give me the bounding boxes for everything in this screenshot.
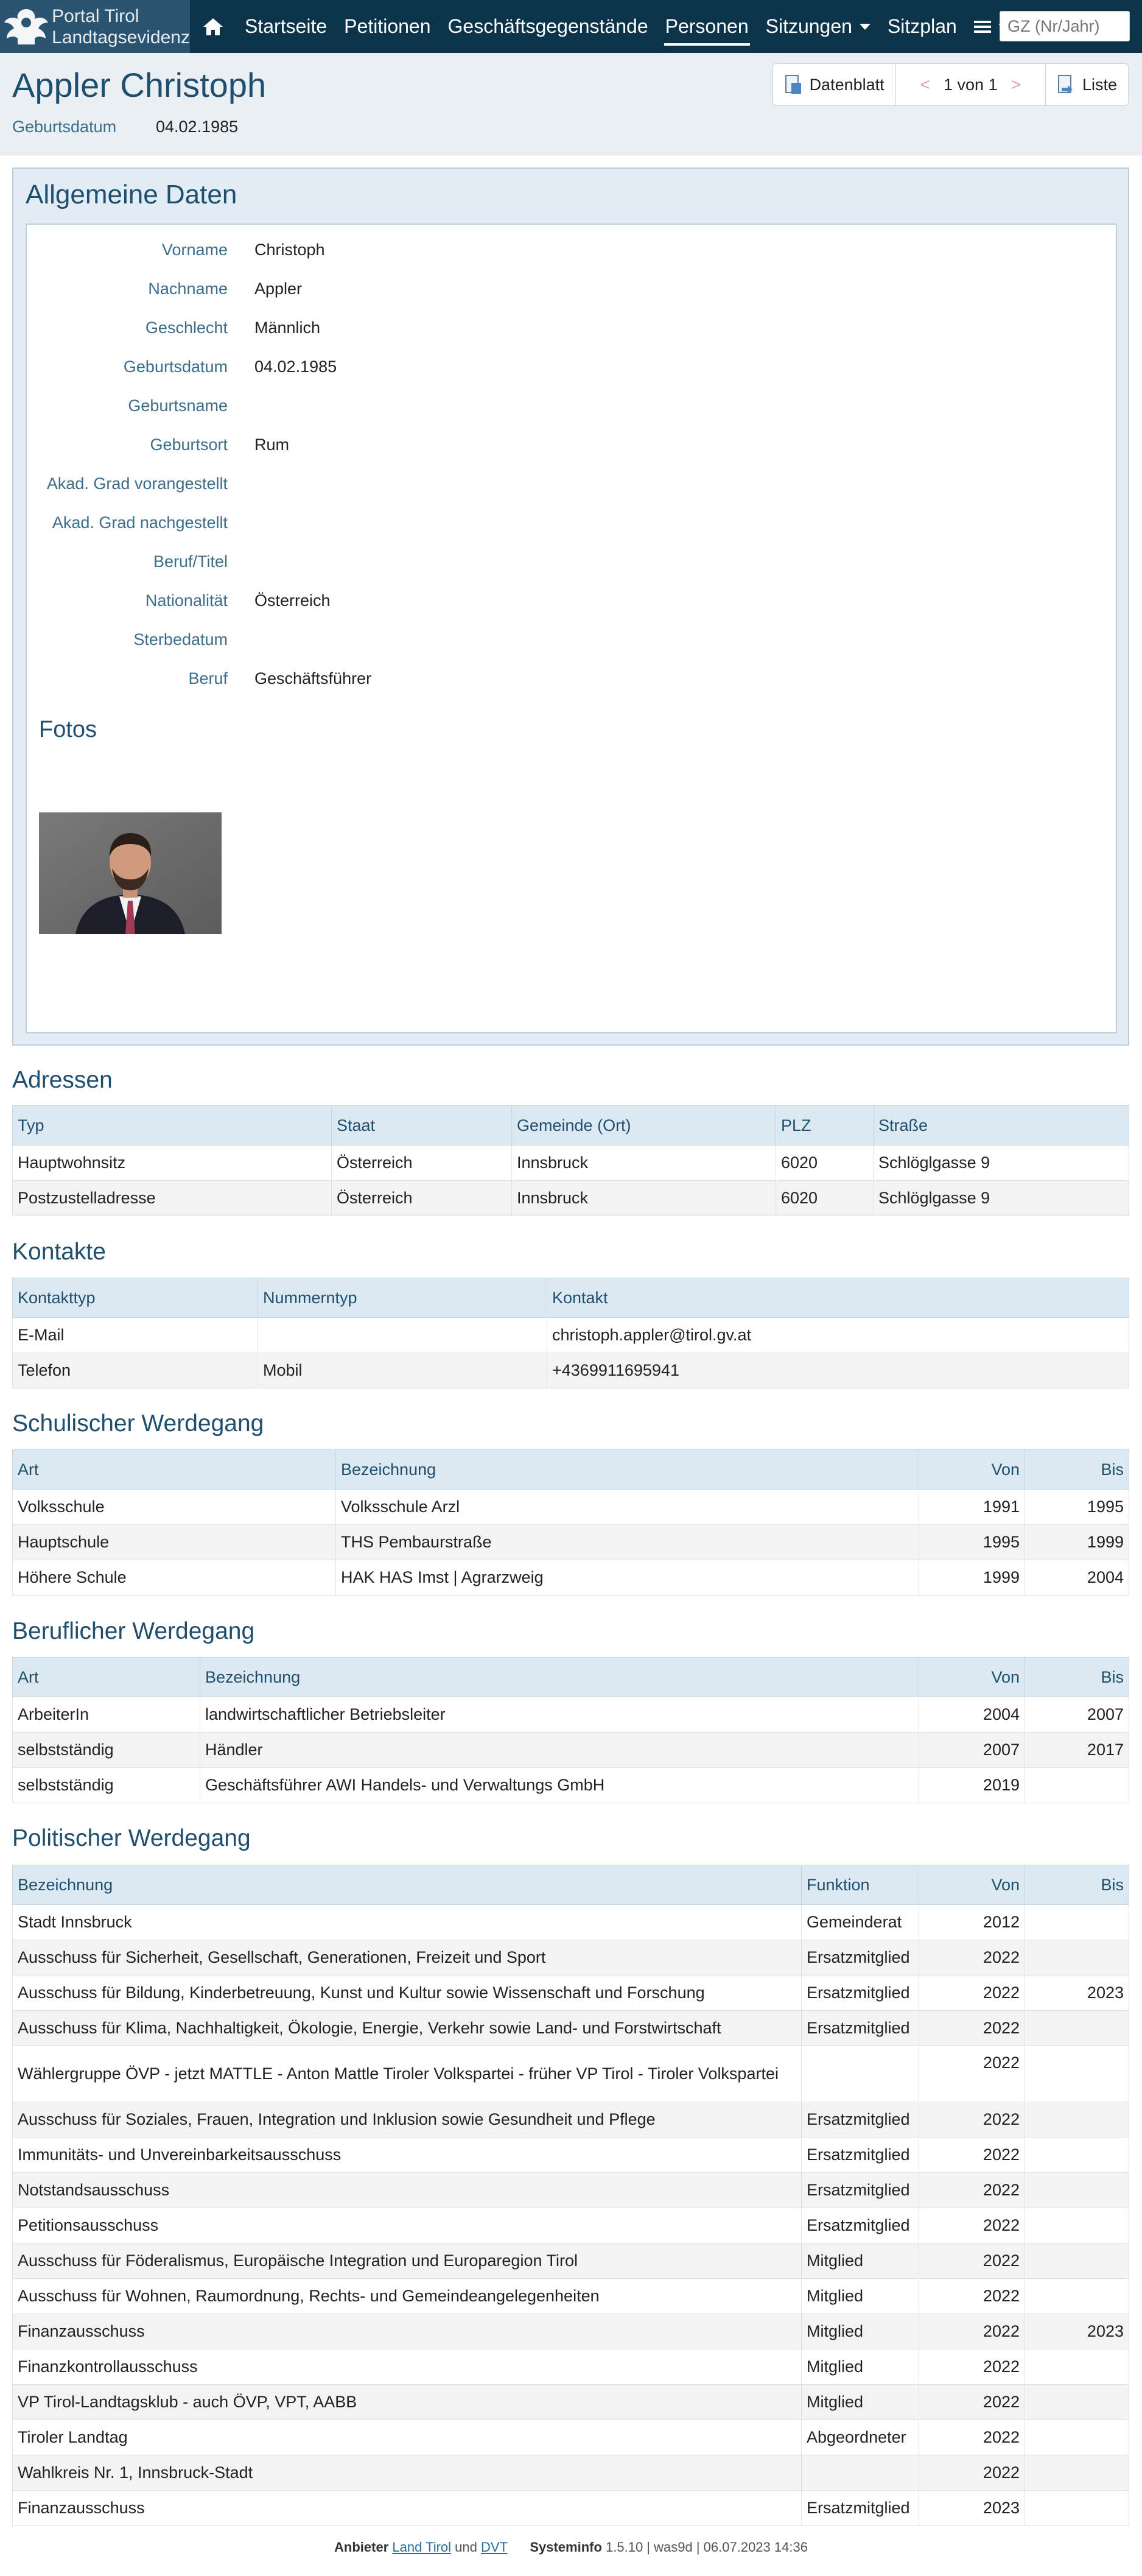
table-cell: Notstandsausschuss — [13, 2173, 802, 2208]
table-cell: Petitionsausschuss — [13, 2208, 802, 2243]
field-label: Geburtsort — [150, 435, 228, 454]
column-header[interactable]: Kontakt — [547, 1278, 1129, 1318]
field-label: Nationalität — [145, 591, 228, 610]
table-row — [13, 1905, 1129, 1940]
table-cell: Hauptwohnsitz — [13, 1145, 332, 1181]
table-row — [13, 1560, 1129, 1596]
table-row — [13, 1525, 1129, 1560]
table-row — [13, 1768, 1129, 1803]
datasheet-label: Datenblatt — [809, 75, 885, 94]
field-nachname — [27, 280, 1062, 304]
table-cell: Finanzausschuss — [13, 2491, 802, 2526]
table-cell: 2022 — [919, 2046, 1025, 2102]
table-cell: Ausschuss für Sicherheit, Gesellschaft, Generationen, Freizeit und Sport — [13, 1940, 802, 1976]
table-cell — [1025, 1905, 1129, 1940]
dob-value: 04.02.1985 — [156, 118, 239, 136]
field-beruf — [27, 669, 1062, 694]
allgemeine-daten-title: Allgemeine Daten — [26, 180, 237, 209]
datasheet-icon — [784, 74, 802, 95]
table-cell: Ausschuss für Soziales, Frauen, Integration und Inklusion sowie Gesundheit und Pflege — [13, 2102, 802, 2138]
column-header[interactable]: Funktion — [802, 1865, 919, 1905]
table-cell: 2004 — [919, 1697, 1025, 1733]
table-cell: Mitglied — [802, 2385, 919, 2420]
schule-title: Schulischer Werdegang — [12, 1410, 264, 1437]
kontakte-title: Kontakte — [12, 1239, 106, 1265]
table-cell: Wählergruppe ÖVP - jetzt MATTLE - Anton Mattle Tiroler Volkspartei - früher VP Tirol - Tiroler Volkspartei — [13, 2046, 802, 2102]
table-cell: 2022 — [919, 2349, 1025, 2385]
table-cell — [802, 2455, 919, 2491]
table-cell — [1025, 2102, 1129, 2138]
nav-sitzungen-label: Sitzungen — [765, 15, 852, 37]
next-arrow-icon[interactable]: > — [1011, 75, 1021, 94]
table-cell: Österreich — [332, 1145, 512, 1181]
column-header[interactable]: Staat — [332, 1106, 512, 1145]
table-cell: Geschäftsführer AWI Handels- und Verwaltungs GmbH — [200, 1768, 919, 1803]
table-row — [13, 2208, 1129, 2243]
table-cell: Ersatzmitglied — [802, 2491, 919, 2526]
table-cell: Hauptschule — [13, 1525, 336, 1560]
pager-label: 1 von 1 — [944, 75, 998, 94]
table-cell: 6020 — [776, 1181, 874, 1216]
table-cell: Mitglied — [802, 2349, 919, 2385]
table-cell: 2022 — [919, 2102, 1025, 2138]
table-cell: ArbeiterIn — [13, 1697, 200, 1733]
table-row — [13, 2243, 1129, 2279]
table-header-row — [13, 1106, 1129, 1145]
table-cell: 2023 — [919, 2491, 1025, 2526]
table-row — [13, 1697, 1129, 1733]
field-label: Beruf — [188, 669, 228, 688]
footer-systeminfo-label: Systeminfo — [530, 2539, 602, 2555]
table-cell — [1025, 1940, 1129, 1976]
column-header[interactable]: Gemeinde (Ort) — [512, 1106, 776, 1145]
table-cell: 2007 — [919, 1733, 1025, 1768]
column-header[interactable]: Kontakttyp — [13, 1278, 258, 1318]
column-header[interactable]: Art — [13, 1450, 336, 1490]
table-cell: 2022 — [919, 2138, 1025, 2173]
field-label: Nachname — [148, 280, 228, 298]
table-row — [13, 2011, 1129, 2046]
datasheet-button[interactable] — [773, 64, 895, 105]
column-header[interactable]: Von — [919, 1865, 1025, 1905]
schule-table — [12, 1449, 1129, 1596]
table-row — [13, 2138, 1129, 2173]
column-header[interactable]: Bis — [1025, 1658, 1129, 1697]
table-row — [13, 2173, 1129, 2208]
footer-und: und — [455, 2539, 477, 2555]
table-cell: landwirtschaftlicher Betriebsleiter — [200, 1697, 919, 1733]
table-row — [13, 2046, 1129, 2102]
politik-title: Politischer Werdegang — [12, 1825, 251, 1851]
prev-arrow-icon[interactable]: < — [920, 75, 931, 94]
table-header-row — [13, 1278, 1129, 1318]
table-cell: 2022 — [919, 2385, 1025, 2420]
field-value: Österreich — [254, 591, 331, 610]
page-footer — [0, 2539, 1142, 2555]
list-button[interactable] — [1045, 64, 1128, 105]
footer-link-land-tirol[interactable]: Land Tirol — [392, 2539, 452, 2555]
table-row — [13, 2349, 1129, 2385]
politik-table — [12, 1865, 1129, 2526]
field-label: Geburtsdatum — [123, 357, 228, 376]
table-cell: 2012 — [919, 1905, 1025, 1940]
table-cell: Ersatzmitglied — [802, 1976, 919, 2011]
table-cell: 2023 — [1025, 1976, 1129, 2011]
table-cell: Händler — [200, 1733, 919, 1768]
field-nationalitaet — [27, 591, 1062, 616]
field-beruf-titel — [27, 552, 1062, 577]
table-cell: 2022 — [919, 2314, 1025, 2349]
table-cell — [1025, 2138, 1129, 2173]
table-cell: VP Tirol-Landtagsklub - auch ÖVP, VPT, AABB — [13, 2385, 802, 2420]
table-cell: Ersatzmitglied — [802, 2011, 919, 2046]
column-header[interactable]: Straße — [874, 1106, 1129, 1145]
table-cell: 2019 — [919, 1768, 1025, 1803]
brand[interactable] — [0, 0, 190, 53]
header-toolbar — [772, 63, 1129, 106]
table-cell: Ersatzmitglied — [802, 2173, 919, 2208]
page-title: Appler Christoph — [12, 66, 267, 104]
table-row — [13, 1733, 1129, 1768]
table-row — [13, 1145, 1129, 1181]
beruf-title: Beruflicher Werdegang — [12, 1618, 255, 1644]
field-akad-grad-nachgestellt — [27, 513, 1062, 538]
table-row — [13, 1353, 1129, 1388]
table-cell: Telefon — [13, 1353, 258, 1388]
table-cell — [1025, 2455, 1129, 2491]
table-cell: 1995 — [1025, 1490, 1129, 1525]
list-icon — [1057, 74, 1075, 95]
table-cell: Mitglied — [802, 2314, 919, 2349]
table-cell — [1025, 2243, 1129, 2279]
field-geburtsort — [27, 435, 1062, 460]
table-cell: selbstständig — [13, 1733, 200, 1768]
table-cell: Abgeordneter — [802, 2420, 919, 2455]
table-cell — [1025, 2046, 1129, 2102]
table-cell: Immunitäts- und Unvereinbarkeitsausschuss — [13, 2138, 802, 2173]
table-row — [13, 2102, 1129, 2138]
table-cell: selbstständig — [13, 1768, 200, 1803]
table-cell — [1025, 2349, 1129, 2385]
field-value: Christoph — [254, 241, 325, 259]
table-cell: 2004 — [1025, 1560, 1129, 1596]
column-header[interactable]: Bis — [1025, 1865, 1129, 1905]
field-value: Appler — [254, 280, 303, 298]
kontakte-table — [12, 1278, 1129, 1388]
footer-anbieter-label: Anbieter — [334, 2539, 389, 2555]
adressen-title: Adressen — [12, 1067, 113, 1093]
table-row — [13, 1490, 1129, 1525]
table-cell — [1025, 2208, 1129, 2243]
nav-sitzungen-dropdown[interactable] — [757, 0, 879, 53]
table-cell — [1025, 2491, 1129, 2526]
table-row — [13, 2455, 1129, 2491]
field-value: Rum — [254, 435, 290, 454]
table-header-row — [13, 1658, 1129, 1697]
column-header[interactable]: Von — [919, 1450, 1025, 1490]
person-photo[interactable] — [39, 812, 222, 934]
top-navbar — [0, 0, 1142, 53]
table-cell — [1025, 2420, 1129, 2455]
table-row — [13, 2314, 1129, 2349]
column-header[interactable]: PLZ — [776, 1106, 874, 1145]
table-cell: 2017 — [1025, 1733, 1129, 1768]
allgemeine-daten-panel — [12, 167, 1129, 1046]
nav-personen[interactable]: Personen — [657, 0, 757, 53]
table-cell: Österreich — [332, 1181, 512, 1216]
table-cell: 1995 — [919, 1525, 1025, 1560]
table-row — [13, 2385, 1129, 2420]
list-label: Liste — [1082, 75, 1117, 94]
table-cell: Ersatzmitglied — [802, 2138, 919, 2173]
table-cell: 2022 — [919, 2279, 1025, 2314]
gz-search-input[interactable] — [1000, 11, 1130, 41]
table-cell: Ausschuss für Klima, Nachhaltigkeit, Ökologie, Energie, Verkehr sowie Land- und Forstwirtschaft — [13, 2011, 802, 2046]
table-cell: Wahlkreis Nr. 1, Innsbruck-Stadt — [13, 2455, 802, 2491]
table-cell — [802, 2046, 919, 2102]
table-cell — [1025, 2173, 1129, 2208]
field-geburtsname — [27, 396, 1062, 421]
nav-geschaeftsgegenstaende[interactable]: Geschäftsgegenstände — [447, 15, 648, 37]
table-cell: Schlöglgasse 9 — [874, 1181, 1129, 1216]
hamburger-menu-icon — [974, 19, 991, 34]
table-cell — [258, 1318, 547, 1353]
nav-sitzplan[interactable]: Sitzplan — [887, 15, 957, 37]
field-label: Beruf/Titel — [153, 552, 228, 571]
table-cell: Mobil — [258, 1353, 547, 1388]
beruf-table — [12, 1657, 1129, 1803]
field-label: Akad. Grad vorangestellt — [46, 474, 228, 493]
table-cell — [1025, 2011, 1129, 2046]
table-cell: 2022 — [919, 2011, 1025, 2046]
column-header[interactable]: Nummerntyp — [258, 1278, 547, 1318]
field-label: Vorname — [161, 241, 228, 259]
chevron-down-icon — [860, 24, 871, 30]
table-cell: HAK HAS Imst | Agrarzweig — [336, 1560, 919, 1596]
table-header-row — [13, 1865, 1129, 1905]
brand-title: Portal Tirol — [52, 5, 139, 26]
home-icon[interactable] — [190, 0, 236, 53]
table-cell: Schlöglgasse 9 — [874, 1145, 1129, 1181]
table-cell: 1999 — [919, 1560, 1025, 1596]
phone-value[interactable]: +4369911695941 — [547, 1353, 1129, 1388]
table-cell: 2022 — [919, 2455, 1025, 2491]
table-cell — [1025, 1768, 1129, 1803]
table-cell: Tiroler Landtag — [13, 2420, 802, 2455]
table-cell: Ersatzmitglied — [802, 2208, 919, 2243]
table-cell — [1025, 2385, 1129, 2420]
table-cell: E-Mail — [13, 1318, 258, 1353]
footer-systeminfo-value: 1.5.10 | was9d | 06.07.2023 14:36 — [606, 2539, 808, 2555]
table-cell: 2007 — [1025, 1697, 1129, 1733]
dob-label: Geburtsdatum — [12, 118, 117, 136]
table-cell: Stadt Innsbruck — [13, 1905, 802, 1940]
table-cell: Volksschule Arzl — [336, 1490, 919, 1525]
table-cell: Ausschuss für Föderalismus, Europäische Integration und Europaregion Tirol — [13, 2243, 802, 2279]
fotos-title: Fotos — [39, 717, 97, 742]
table-cell: Finanzausschuss — [13, 2314, 802, 2349]
field-vorname — [27, 241, 1062, 265]
table-cell: Ersatzmitglied — [802, 1940, 919, 1976]
column-header[interactable]: Bezeichnung — [336, 1450, 919, 1490]
nav-startseite[interactable]: Startseite — [245, 15, 328, 37]
table-cell: Innsbruck — [512, 1145, 776, 1181]
table-cell: 2022 — [919, 2243, 1025, 2279]
field-geburtsdatum — [27, 357, 1062, 382]
adressen-table — [12, 1105, 1129, 1216]
table-cell: Finanzkontrollausschuss — [13, 2349, 802, 2385]
table-cell: Ausschuss für Bildung, Kinderbetreuung, Kunst und Kultur sowie Wissenschaft und Forschung — [13, 1976, 802, 2011]
table-cell: Gemeinderat — [802, 1905, 919, 1940]
table-cell: Innsbruck — [512, 1181, 776, 1216]
brand-subtitle: Landtagsevidenz — [52, 27, 190, 48]
table-row — [13, 1318, 1129, 1353]
field-value: 04.02.1985 — [254, 357, 337, 376]
column-header[interactable]: Bis — [1025, 1450, 1129, 1490]
page-header — [0, 53, 1142, 155]
table-cell: 2022 — [919, 2208, 1025, 2243]
table-cell: Ersatzmitglied — [802, 2102, 919, 2138]
table-row — [13, 2279, 1129, 2314]
tirol-eagle-logo-icon — [0, 0, 52, 53]
column-header[interactable]: Bezeichnung — [200, 1658, 919, 1697]
field-label: Geburtsname — [128, 396, 228, 415]
field-akad-grad-vorangestellt — [27, 474, 1062, 499]
column-header[interactable]: Von — [919, 1658, 1025, 1697]
table-cell: 1991 — [919, 1490, 1025, 1525]
table-cell: 2022 — [919, 1976, 1025, 2011]
table-cell: Volksschule — [13, 1490, 336, 1525]
email-value[interactable]: christoph.appler@tirol.gv.at — [547, 1318, 1129, 1353]
pager — [895, 64, 1045, 105]
table-row — [13, 2420, 1129, 2455]
column-header[interactable]: Typ — [13, 1106, 332, 1145]
table-header-row — [13, 1450, 1129, 1490]
table-cell: 2022 — [919, 1940, 1025, 1976]
field-geschlecht — [27, 318, 1062, 343]
allgemeine-daten-body — [26, 223, 1117, 1033]
table-row — [13, 1181, 1129, 1216]
table-cell: Mitglied — [802, 2243, 919, 2279]
field-sterbedatum — [27, 630, 1062, 655]
footer-link-dvt[interactable]: DVT — [481, 2539, 508, 2555]
field-label: Sterbedatum — [133, 630, 228, 649]
nav-petitionen[interactable]: Petitionen — [344, 15, 431, 37]
field-value: Geschäftsführer — [254, 669, 372, 688]
table-row — [13, 1940, 1129, 1976]
table-cell: 2022 — [919, 2420, 1025, 2455]
column-header[interactable]: Bezeichnung — [13, 1865, 802, 1905]
table-cell: 2023 — [1025, 2314, 1129, 2349]
table-cell: Ausschuss für Wohnen, Raumordnung, Rechts- und Gemeindeangelegenheiten — [13, 2279, 802, 2314]
table-row — [13, 2491, 1129, 2526]
column-header[interactable]: Art — [13, 1658, 200, 1697]
table-cell: Mitglied — [802, 2279, 919, 2314]
table-cell — [1025, 2279, 1129, 2314]
table-row — [13, 1976, 1129, 2011]
table-cell: 1999 — [1025, 1525, 1129, 1560]
table-cell: 6020 — [776, 1145, 874, 1181]
field-label: Geschlecht — [145, 318, 228, 337]
table-cell: Postzustelladresse — [13, 1181, 332, 1216]
table-cell: Höhere Schule — [13, 1560, 336, 1596]
table-cell: THS Pembaurstraße — [336, 1525, 919, 1560]
table-cell: 2022 — [919, 2173, 1025, 2208]
field-value: Männlich — [254, 318, 321, 337]
field-label: Akad. Grad nachgestellt — [52, 513, 228, 532]
